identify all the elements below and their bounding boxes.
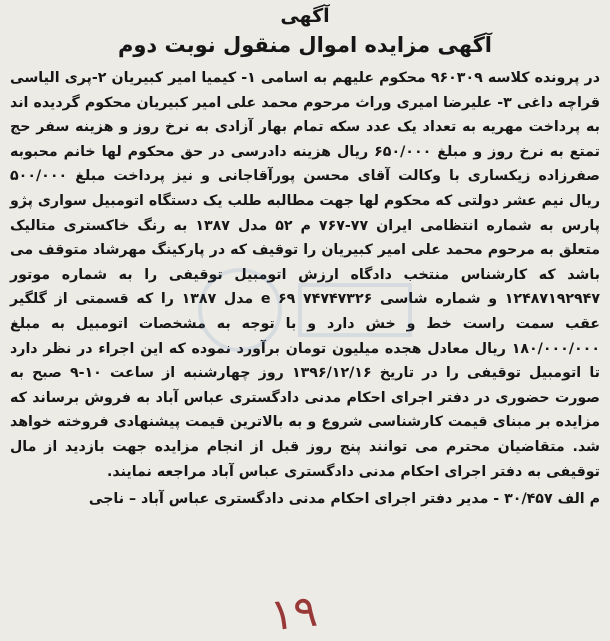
notice-body: در پرونده کلاسه ۹۶۰۳۰۹ محکوم علیهم به اسامی ۱- کیمیا امیر کبیریان ۲-پری الیاسی قراچه داغی ۳- علیرضا امیری وراث مرحوم محمد علی امیر کبیریان محکوم گردیده اند به پرداخت مهریه به تعداد یک عدد سکه تمام بهار آزادی به نرخ روز و هزینه سفر حج تمتع به نرخ روز و مبلغ ۶۵۰/۰۰۰ ریال هزینه دادرسی در حق محکوم لها خانم محبوبه صفرزاده زیکساری با وکالت آقای محسن پورآقاجانی و نیز پرداخت مبلغ ۵۰۰/۰۰۰ ریال نیم عشر دولتی که محکوم لها جهت مطالبه طلب یک دستگاه اتومبیل سواری پژو پارس به شماره انتظامی ایران ۷۷-۷۶۷ م ۵۲ مدل ۱۳۸۷ به رنگ خاکستری متالیک متعلق به مرحوم محمد علی امیر کبیریان را توقیف که در پارکینگ مهرشاد متوقف می باشد که کارشناس منتخب دادگاه ارزش اتومبیل توقیفی را به شماره موتور ۱۲۴۸۷۱۹۲۹۴۷ و شماره شاسی ۷۴۷۴۷۳۲۶ e ۶۹ مدل ۱۳۸۷ را که قسمتی از گلگیر عقب سمت راست خط و خش دارد و با توجه به مشخصات اتومبیل به مبلغ ۱۸۰/۰۰۰/۰۰۰ ریال معادل هجده میلیون تومان برآورد نموده که این اجراء در نظر دارد تا اتومبیل توقیفی را در تاریخ ۱۳۹۶/۱۲/۱۶ روز چهارشنبه از ساعت ۱۰-۹ صبح به صورت حضوری در دفتر اجرای احکام مدنی دادگستری عباس آباد به فروش برساند که مزایده بر مبنای قیمت کارشناسی شروع و به بالاترین قیمت پیشنهادی فروخته خواهد شد. متقاضیان محترم می توانند پنج روز قبل از انجام مزایده جهت بازدید از مال توقیفی به دفتر اجرای احکام مدنی دادگستری عباس آباد مراجعه نمایند. — [10, 70, 601, 480]
page-number-stamp: ۱۹ — [267, 585, 320, 641]
notice-footer: م الف ۳۰/۴۵۷ - مدیر دفتر اجرای احکام مدنی دادگستری عباس آباد – ناجی — [88, 491, 600, 508]
notice-heading: آگهی — [280, 5, 330, 27]
notice-subheading: آگهی مزایده اموال منقول نوبت دوم — [117, 33, 492, 57]
